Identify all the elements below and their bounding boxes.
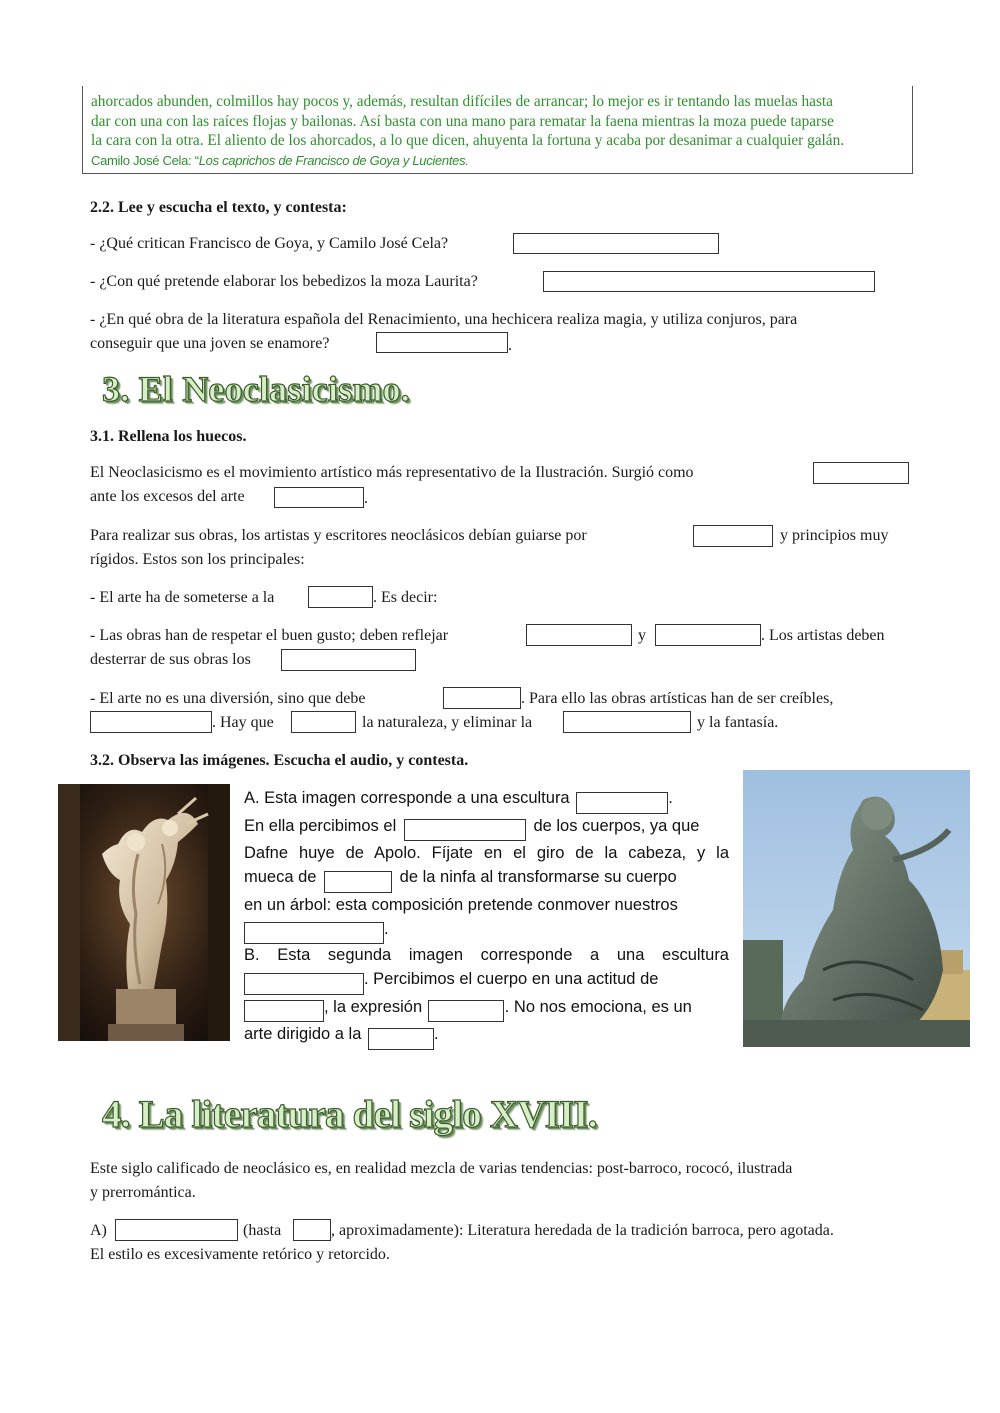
gap-hay-que[interactable]: [291, 711, 356, 733]
gap-debe[interactable]: [443, 687, 521, 709]
question-2: - ¿Con qué pretende elaborar los bebedizos la moza Laurita?: [90, 273, 478, 290]
gap-mueca[interactable]: [324, 871, 392, 893]
s4-p2-a: A): [90, 1222, 107, 1239]
p2-line1: Para realizar sus obras, los artistas y escritores neoclásicos debían guiarse por: [90, 527, 587, 544]
question-1: - ¿Qué critican Francisco de Goya, y Camilo José Cela?: [90, 235, 449, 252]
period: .: [364, 490, 368, 507]
gap-someterse[interactable]: [308, 586, 373, 608]
period: .: [508, 337, 512, 354]
gap-conmover[interactable]: [244, 922, 384, 944]
question-3: - ¿En qué obra de la literatura española del Renacimiento, una hechicera realiza magia, y utiliza conjuros, para: [90, 311, 798, 328]
p1-line2: ante los excesos del arte: [90, 488, 245, 505]
p5-mid: . Para ello las obras artísticas han de ser creíbles,: [521, 690, 834, 707]
quote-box: [82, 86, 913, 174]
p4-start: - Las obras han de respetar el buen gusto; deben reflejar: [90, 627, 449, 644]
gap-arte[interactable]: [274, 487, 364, 508]
gap-guiarse-por[interactable]: [693, 525, 773, 547]
section-3-title: 3. El Neoclasicismo.: [102, 369, 410, 409]
p1-line1: El Neoclasicismo es el movimiento artístico más representativo de la Ilustración. Surgió como: [90, 464, 694, 481]
section-2-2-heading: 2.2. Lee y escucha el texto, y contesta:: [90, 199, 347, 216]
p5-start: - El arte no es una diversión, sino que debe: [90, 690, 366, 707]
s4-p1-line1: Este siglo calificado de neoclásico es, en realidad mezcla de varias tendencias: post-barroco, rococó, ilustrada: [90, 1160, 793, 1177]
s4-p2-rest: , aproximadamente): Literatura heredada de la tradición barroca, pero agotada.: [331, 1222, 834, 1239]
s4-p2-hasta: (hasta: [243, 1222, 282, 1239]
p2-line1-end: y principios muy: [780, 527, 889, 544]
apollo-daphne-sculpture-image: [58, 784, 230, 1041]
p5-end: y la fantasía.: [697, 714, 779, 731]
gap-desterrar[interactable]: [281, 649, 416, 671]
section-3-2-heading: 3.2. Observa las imágenes. Escucha el audio, y contesta.: [90, 752, 469, 769]
gap-reflejar-1[interactable]: [526, 624, 632, 646]
gap-periodo[interactable]: [115, 1219, 238, 1241]
answer-1-input[interactable]: [513, 233, 719, 254]
p4-y: y: [638, 627, 646, 644]
quote-line: la cara con la otra. El aliento de los ahorcados, a lo que dicen, ahuyenta la fortuna y acaba por desanimar a cualquier galán.: [91, 132, 845, 150]
p3-end: . Es decir:: [373, 589, 438, 606]
gap-percibimos[interactable]: [404, 819, 526, 841]
section-3-1-heading: 3.1. Rellena los huecos.: [90, 428, 247, 445]
section-4-title: 4. La literatura del siglo XVIII.: [102, 1093, 597, 1136]
quote-line: dar con una con las raíces flojas y bailonas. Así basta con una mano para rematar la faena mientras la moza puede taparse: [91, 112, 834, 130]
s4-p1-line2: y prerromántica.: [90, 1184, 196, 1201]
answer-3-input[interactable]: [376, 332, 508, 353]
p4-end: . Los artistas deben: [761, 627, 885, 644]
gap-reflejar-2[interactable]: [655, 624, 761, 646]
p3-start: - El arte ha de someterse a la: [90, 589, 275, 606]
quote-line: ahorcados abunden, colmillos hay pocos y, además, resultan difíciles de arrancar; lo mejor es ir tentando las muelas hasta: [91, 93, 833, 110]
gap-eliminar[interactable]: [563, 711, 691, 733]
gap-escultura-a[interactable]: [576, 792, 668, 814]
gap-expresion[interactable]: [428, 1000, 504, 1022]
gap-hasta[interactable]: [293, 1219, 331, 1241]
gap-creibles[interactable]: [90, 711, 212, 733]
text-a: A. Esta imagen corresponde a una escultura . En ella percibimos el de los cuerpos, ya que Dafne huye de Apolo. Fíjate en el giro de la cabeza, y la mueca de de la ninfa al transformarse su cuerpo en un árbol: esta composición pretende conmover nuestros .: [244, 786, 729, 944]
question-3-cont: conseguir que una joven se enamore?: [90, 335, 330, 352]
p4-line2: desterrar de sus obras los: [90, 651, 251, 668]
gap-actitud[interactable]: [244, 1000, 324, 1022]
p5-hay-que: . Hay que: [212, 714, 274, 731]
p5-naturaleza: la naturaleza, y eliminar la: [362, 714, 533, 731]
p2-line2: rígidos. Estos son los principales:: [90, 551, 305, 568]
neoclassical-statue-image: [743, 770, 970, 1047]
gap-surgio-como[interactable]: [813, 462, 909, 484]
s4-p2-line2: El estilo es excesivamente retórico y retorcido.: [90, 1246, 390, 1263]
answer-2-input[interactable]: [543, 271, 875, 292]
text-b: B. Esta segunda imagen corresponde a una escultura . Percibimos el cuerpo en una actitud de , la expresión . No nos emociona, es un arte dirigido a la .: [244, 943, 729, 1050]
quote-citation: Camilo José Cela: “Los caprichos de Francisco de Goya y Lucientes.: [91, 152, 469, 168]
gap-dirigido[interactable]: [368, 1028, 434, 1050]
gap-escultura-b[interactable]: [244, 973, 364, 995]
